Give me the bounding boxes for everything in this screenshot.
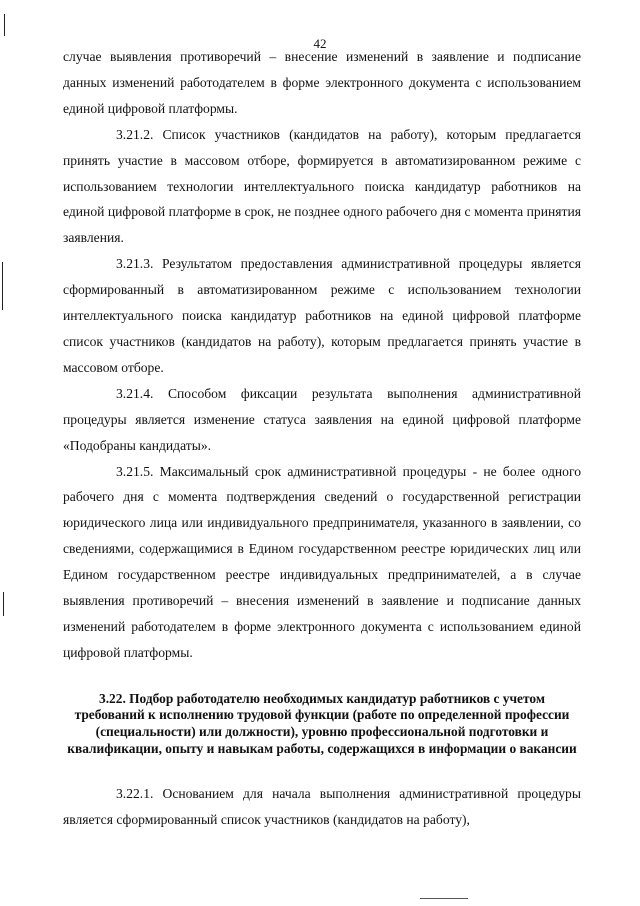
paragraph-3-21-3: 3.21.3. Результатом предоставления административной процедуры является сформированный в автоматизированном режиме с использованием технологии интеллектуального поиска кандидатур работников на единой цифровой платформе список участников (кандидатов на работу), которым предлагается принять участие в массовом отборе. xyxy=(63,256,581,375)
footer-rule xyxy=(420,898,468,899)
scan-margin-mark-lower xyxy=(3,592,4,616)
paragraph-continuation: случае выявления противоречий – внесение изменений в заявление и подписание данных изменений работодателем в форме электронного документа с использованием единой цифровой платформы. xyxy=(63,49,581,116)
page-number: 42 xyxy=(313,36,327,51)
paragraph-3-22-1: 3.22.1. Основанием для начала выполнения административной процедуры является сформированный список участников (кандидатов на работу), xyxy=(63,786,581,828)
scan-margin-mark-top xyxy=(4,14,5,36)
paragraph-3-21-2: 3.21.2. Список участников (кандидатов на работу), которым предлагается принять участие в массовом отборе, формируется в автоматизированном режиме с использованием технологии интеллектуального поиска кандидатур работников на единой цифровой платформе в срок, не позднее одного рабочего дня с момента принятия заявления. xyxy=(63,126,581,246)
section-heading-3-22: 3.22. Подбор работодателю необходимых кандидатур работников с учетом требований к исполнению трудовой функции (работе по определенной профессии (специальности) или должности), уровню профессиональной подготовки и квалификации, опыту и навыкам работы, содержащихся в информации о вакансии xyxy=(67,690,577,756)
scan-margin-mark-middle xyxy=(2,262,3,310)
paragraph-3-21-4: 3.21.4. Способом фиксации результата выполнения административной процедуры является изменение статуса заявления на единой цифровой платформе «Подобраны кандидаты». xyxy=(63,385,581,453)
paragraph-3-21-5: 3.21.5. Максимальный срок административной процедуры - не более одного рабочего дня с момента подтверждения сведений о государственной регистрации юридического лица или индивидуального предпринимателя, указанного в заявлении, со сведениями, содержащимися в Едином государственном реестре юридических лиц или Едином государственном реестре индивидуальных предпринимателей, а в случае выявления противоречий – внесения изменений в заявление и подписание данных изменений работодателем в форме электронного документа с использованием единой цифровой платформы. xyxy=(63,463,581,660)
document-body xyxy=(63,44,581,833)
